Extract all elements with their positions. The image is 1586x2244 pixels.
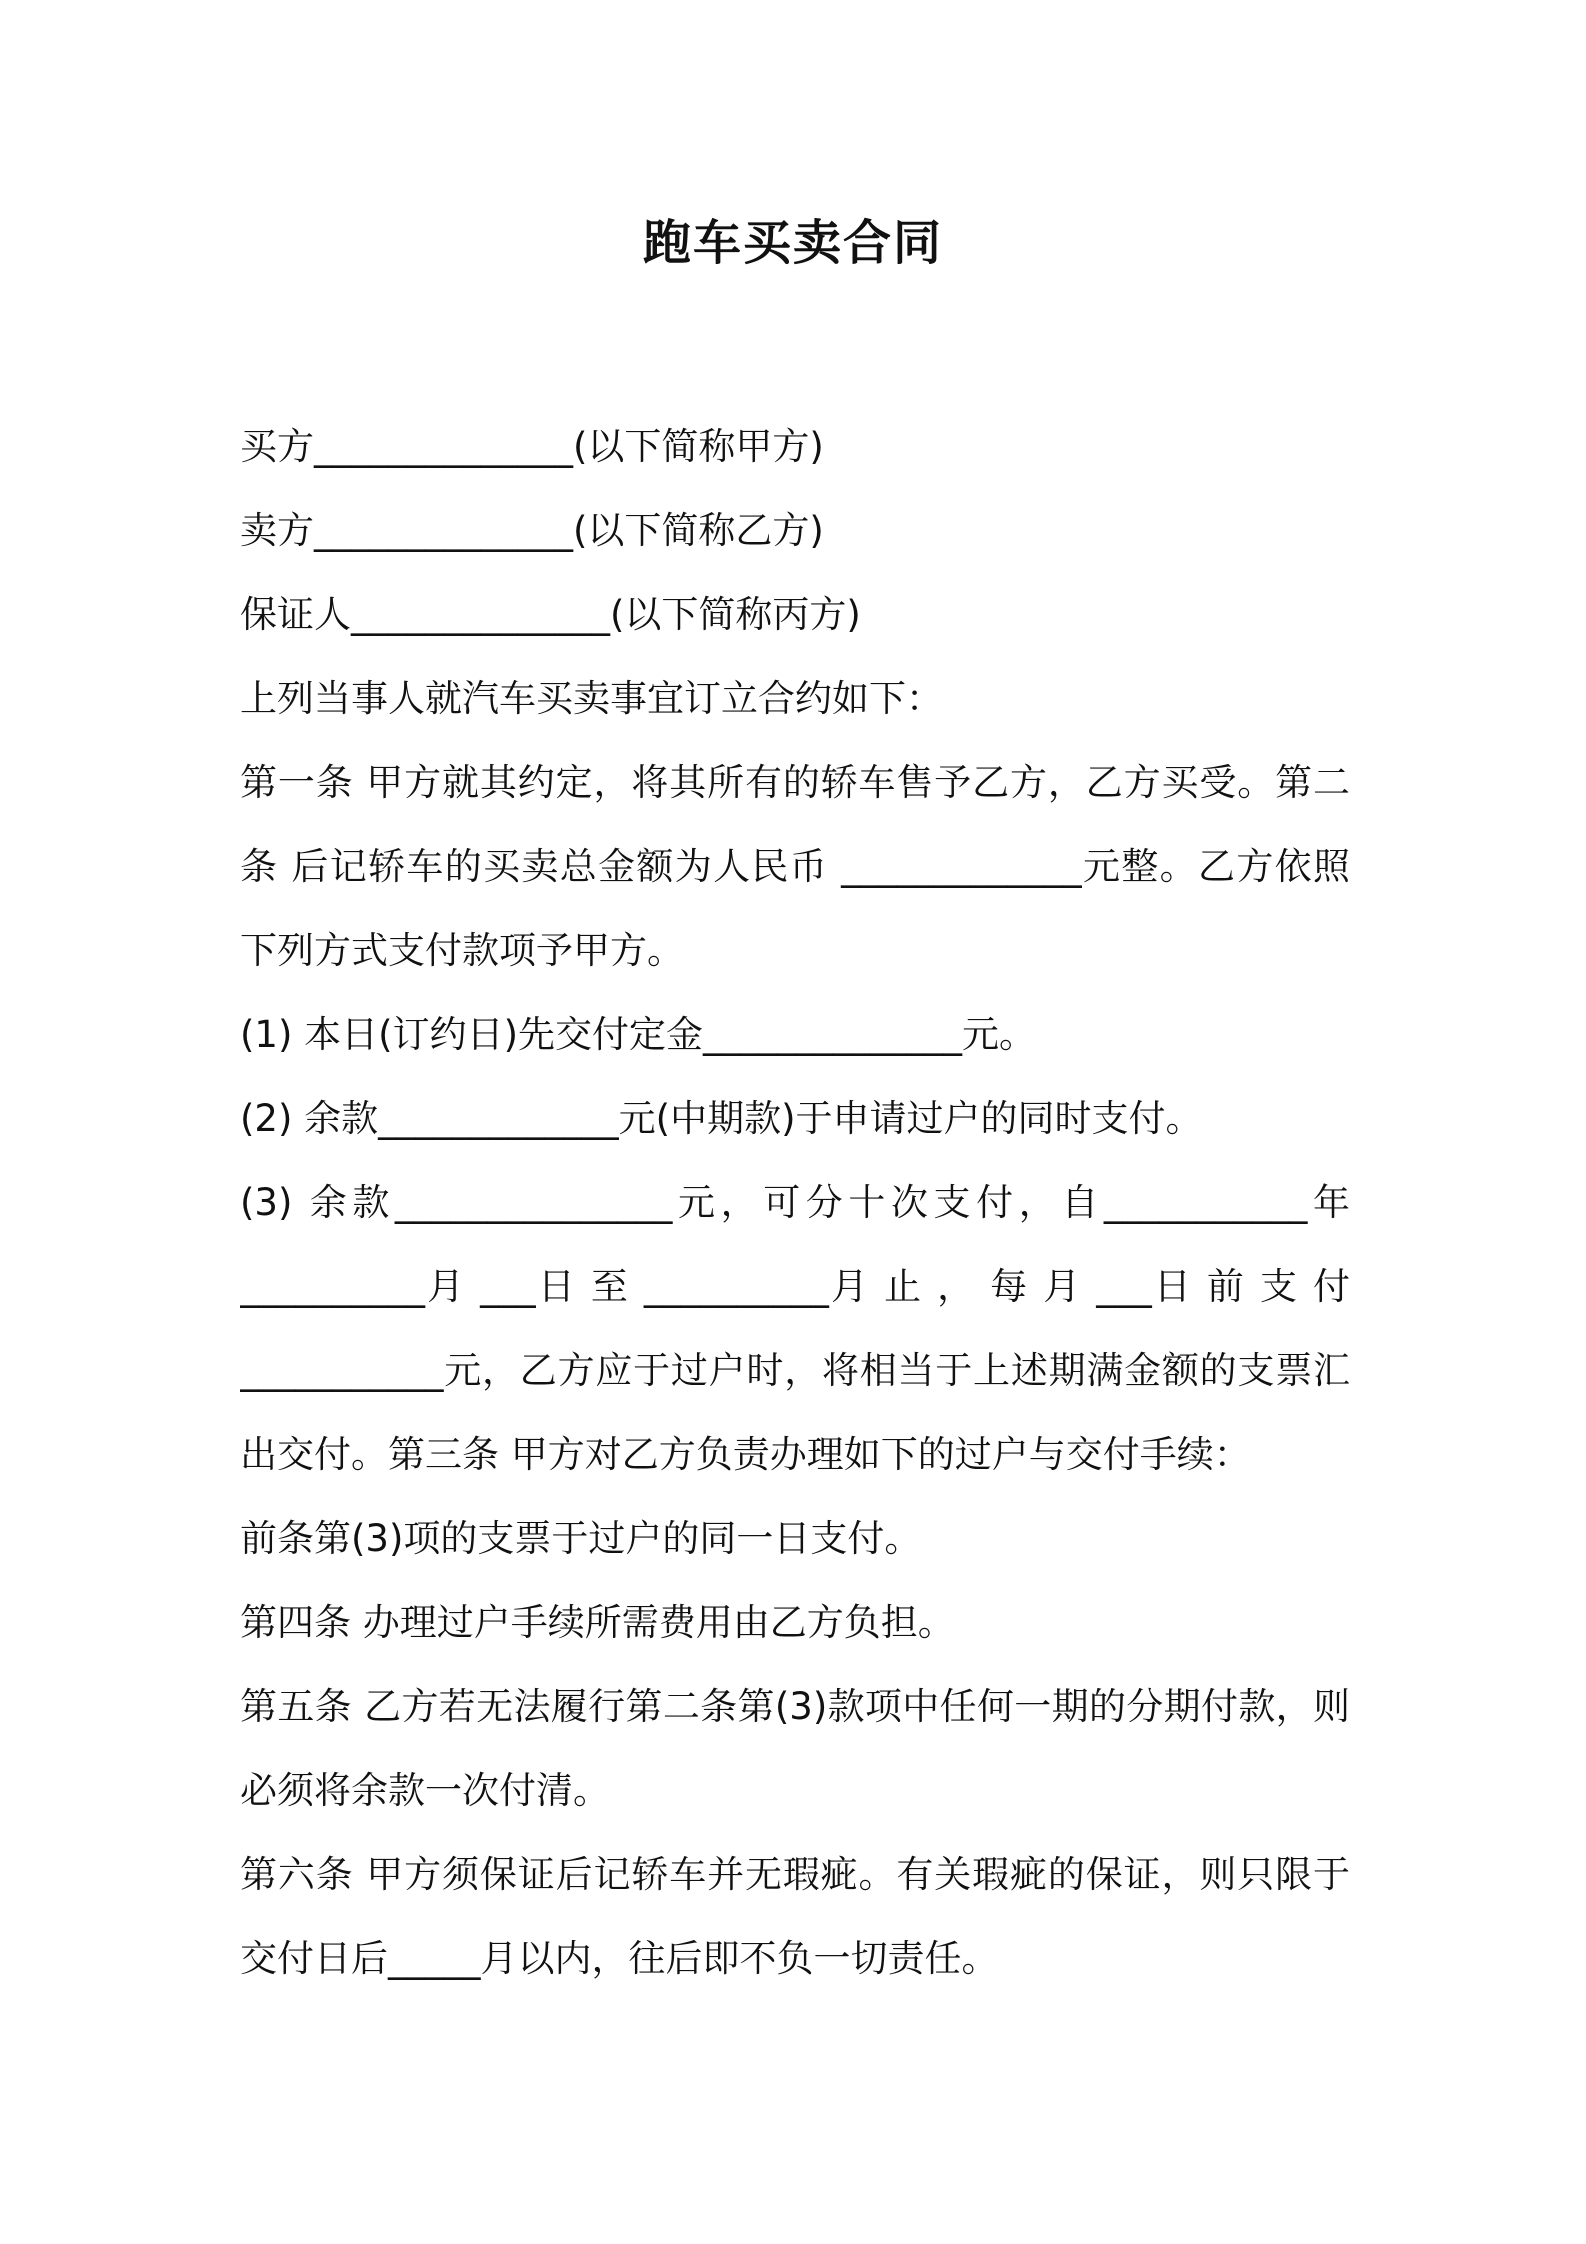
- clause-two-line-cont: 下列方式支付款项予甲方。: [240, 929, 684, 972]
- payment-item-2: (2) 余款_____________元(中期款)于申请过户的同时支付。: [240, 1097, 1203, 1140]
- clause-four-line: 第四条 办理过户手续所需费用由乙方负担。: [240, 1601, 955, 1644]
- payment-item-1: (1) 本日(订约日)先交付定金______________元。: [240, 1013, 1037, 1056]
- guarantor-line: 保证人______________(以下简称丙方): [240, 593, 861, 636]
- clause-five-line: 第五条 乙方若无法履行第二条第(3)款项中任何一期的分期付款，则: [240, 1685, 1350, 1728]
- clause-three-line-cont: 前条第(3)项的支票于过户的同一日支付。: [240, 1517, 922, 1560]
- clause-two-line: 条 后记轿车的买卖总金额为人民币 _____________元整。乙方依照: [240, 845, 1350, 888]
- seller-line: 卖方______________(以下简称乙方): [240, 509, 824, 552]
- buyer-line: 买方______________(以下简称甲方): [240, 425, 824, 468]
- clause-one-line: 第一条 甲方就其约定，将其所有的轿车售予乙方，乙方买受。第二: [240, 761, 1350, 804]
- clause-six-line: 第六条 甲方须保证后记轿车并无瑕疵。有关瑕疵的保证，则只限于: [240, 1853, 1350, 1896]
- clause-three-line: 出交付。第三条 甲方对乙方负责办理如下的过户与交付手续：: [240, 1433, 1251, 1476]
- payment-item-3: (3) 余款_______________元，可分十次支付，自___________年: [240, 1181, 1350, 1224]
- contract-body: [240, 405, 1350, 2001]
- payment-item-3-cont: __________月 ___日 至 __________月 止 ， 每 月 ___日 前 支 付: [240, 1265, 1350, 1308]
- preamble-line: 上列当事人就汽车买卖事宜订立合约如下：: [240, 677, 943, 720]
- clause-six-line-cont: 交付日后_____月以内，往后即不负一切责任。: [240, 1937, 999, 1980]
- page-title: 跑车买卖合同: [642, 215, 943, 271]
- clause-five-line-cont: 必须将余款一次付清。: [240, 1769, 610, 1812]
- payment-item-3-cont-2: ___________元，乙方应于过户时，将相当于上述期满金额的支票汇: [240, 1349, 1350, 1392]
